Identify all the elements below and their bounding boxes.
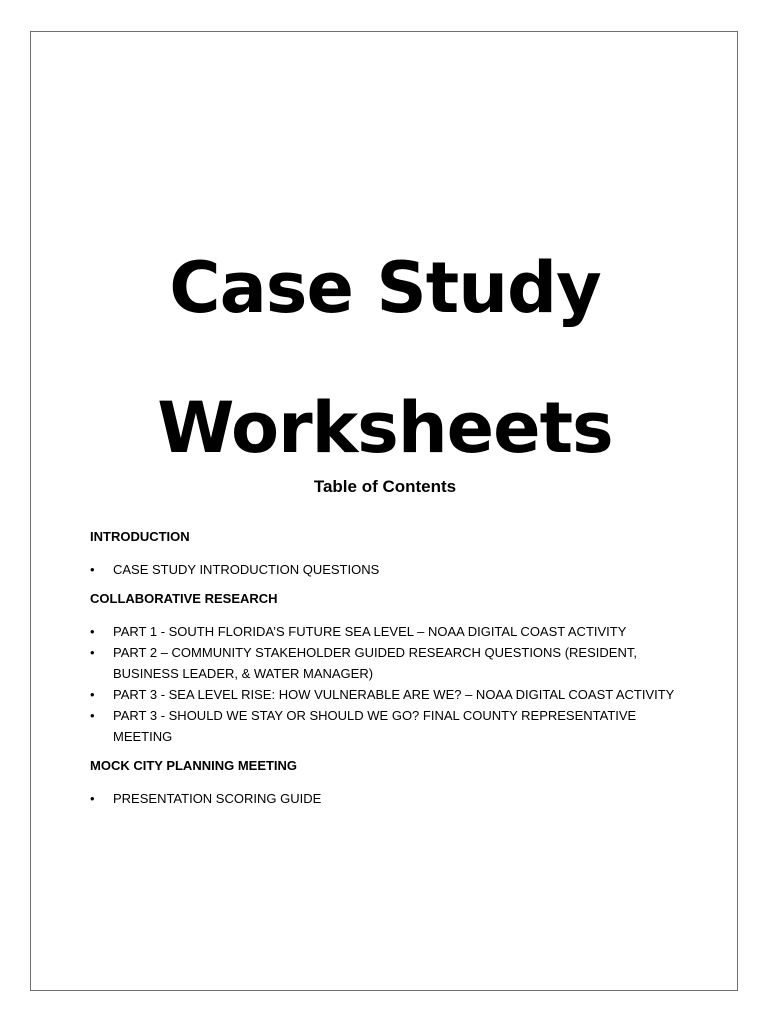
section-heading: MOCK CITY PLANNING MEETING bbox=[90, 758, 298, 773]
bullet-icon: • bbox=[90, 791, 95, 806]
toc-section-mock-city-planning bbox=[90, 757, 690, 809]
list-item bbox=[90, 642, 690, 684]
list-item bbox=[90, 621, 690, 642]
list-item-text: CASE STUDY INTRODUCTION QUESTIONS bbox=[113, 562, 380, 577]
list-item-text: PART 3 - SHOULD WE STAY OR SHOULD WE GO? FINAL COUNTY REPRESENTATIVE MEETING bbox=[113, 708, 637, 744]
section-item-list bbox=[90, 788, 690, 809]
bullet-icon: • bbox=[90, 708, 95, 723]
bullet-icon: • bbox=[90, 687, 95, 702]
list-item bbox=[90, 559, 690, 580]
toc-heading: Table of Contents bbox=[313, 477, 457, 496]
bullet-icon: • bbox=[90, 624, 95, 639]
list-item-text: PRESENTATION SCORING GUIDE bbox=[113, 791, 322, 806]
bullet-icon: • bbox=[90, 562, 95, 577]
list-item bbox=[90, 684, 690, 705]
list-item-text: PART 3 - SEA LEVEL RISE: HOW VULNERABLE ARE WE? – NOAA DIGITAL COAST ACTIVITY bbox=[113, 687, 675, 702]
table-of-contents bbox=[90, 528, 690, 809]
title-line-2: Worksheets bbox=[157, 387, 613, 469]
section-item-list bbox=[90, 559, 690, 580]
toc-section-introduction bbox=[90, 528, 690, 580]
bullet-icon: • bbox=[90, 645, 95, 660]
section-item-list bbox=[90, 621, 690, 747]
section-heading: COLLABORATIVE RESEARCH bbox=[90, 591, 278, 606]
list-item bbox=[90, 705, 690, 747]
toc-section-collaborative-research bbox=[90, 590, 690, 747]
section-heading: INTRODUCTION bbox=[90, 529, 190, 544]
list-item-text: PART 1 - SOUTH FLORIDA’S FUTURE SEA LEVEL – NOAA DIGITAL COAST ACTIVITY bbox=[113, 624, 627, 639]
list-item bbox=[90, 788, 690, 809]
title-line-1: Case Study bbox=[169, 247, 601, 329]
list-item-text: PART 2 – COMMUNITY STAKEHOLDER GUIDED RESEARCH QUESTIONS (RESIDENT, BUSINESS LEADER, & WATER MANAGER) bbox=[113, 645, 637, 681]
document-title bbox=[0, 218, 770, 498]
page-border bbox=[30, 31, 738, 991]
